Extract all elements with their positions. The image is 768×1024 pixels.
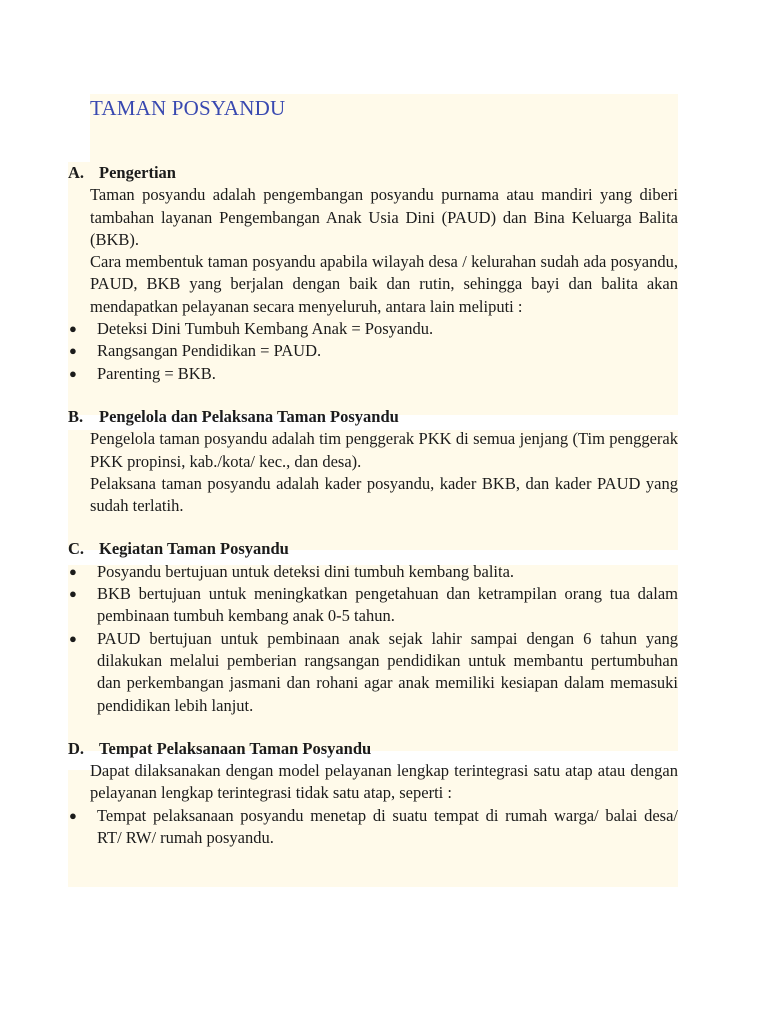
document-content [68, 88, 678, 849]
bullet-item [68, 363, 678, 385]
bullet-icon: ● [69, 630, 77, 646]
section-heading-d [68, 738, 678, 760]
bullet-text: Rangsangan Pendidikan = PAUD. [97, 341, 322, 361]
bullet-icon: ● [69, 343, 77, 359]
paragraph: Pengelola taman posyandu adalah tim penggerak PKK di semua jenjang (Tim penggerak PKK propinsi, kab./kota/ kec., dan desa). [90, 429, 678, 471]
bullet-item [68, 628, 678, 717]
bullet-item [68, 318, 678, 340]
paragraph: Dapat dilaksanakan dengan model pelayanan lengkap terintegrasi satu atap atau dengan pelayanan lengkap terintegrasi tidak satu atap, seperti : [90, 761, 678, 803]
bullet-text: PAUD bertujuan untuk pembinaan anak sejak lahir sampai dengan 6 tahun yang dilakukan melalui pemberian rangsangan pendidikan untuk membantu pertumbuhan dan perkembangan jasmani dan rohani agar anak memiliki kesiapan dalam memasuki pendidikan lebih lanjut. [97, 628, 678, 715]
section-title: Tempat Pelaksanaan Taman Posyandu [99, 738, 372, 758]
section-letter: D. [68, 738, 85, 758]
section-heading-a [68, 162, 678, 184]
section-letter: A. [68, 163, 85, 182]
section-title: Pengelola dan Pelaksana Taman Posyandu [99, 406, 399, 426]
bullet-icon: ● [69, 586, 77, 602]
paragraph: Taman posyandu adalah pengembangan posyandu purnama atau mandiri yang diberi tambahan layanan Pengembangan Anak Usia Dini (PAUD) dan Bina Keluarga Balita (BKB). [90, 185, 678, 249]
section-title: Kegiatan Taman Posyandu [99, 539, 289, 559]
bullet-text: Tempat pelaksanaan posyandu menetap di suatu tempat di rumah warga/ balai desa/ RT/ RW/ rumah posyandu. [97, 805, 678, 848]
bullet-icon: ● [69, 321, 77, 337]
bullet-item [68, 561, 678, 583]
document-title: TAMAN POSYANDU [90, 96, 286, 120]
paragraph: Pelaksana taman posyandu adalah kader posyandu, kader BKB, dan kader PAUD yang sudah terlatih. [90, 473, 678, 516]
bullet-icon: ● [69, 365, 77, 381]
bullet-item [68, 583, 678, 628]
bullet-text: Parenting = BKB. [97, 363, 216, 383]
bullet-text: Posyandu bertujuan untuk deteksi dini tumbuh kembang balita. [97, 561, 515, 581]
bullet-text: BKB bertujuan untuk meningkatkan pengetahuan dan ketrampilan orang tua dalam pembinaan tumbuh kembang anak 0-5 tahun. [97, 584, 678, 626]
section-letter: C. [68, 539, 85, 559]
paragraph: Cara membentuk taman posyandu apabila wilayah desa / kelurahan sudah ada posyandu, PAUD, BKB yang berjalan dengan baik dan rutin, sehingga bayi dan balita akan mendapatkan pelayanan secara menyeluruh, antara lain meliputi : [90, 252, 678, 316]
bullet-icon: ● [69, 563, 77, 579]
bullet-text: Deteksi Dini Tumbuh Kembang Anak = Posyandu. [97, 319, 434, 339]
section-letter: B. [68, 406, 84, 426]
section-heading-c [68, 538, 678, 560]
section-title: Pengertian [99, 163, 176, 182]
bullet-item [68, 340, 678, 362]
bullet-item [68, 805, 678, 850]
bullet-icon: ● [69, 807, 77, 823]
section-heading-b [68, 406, 678, 428]
